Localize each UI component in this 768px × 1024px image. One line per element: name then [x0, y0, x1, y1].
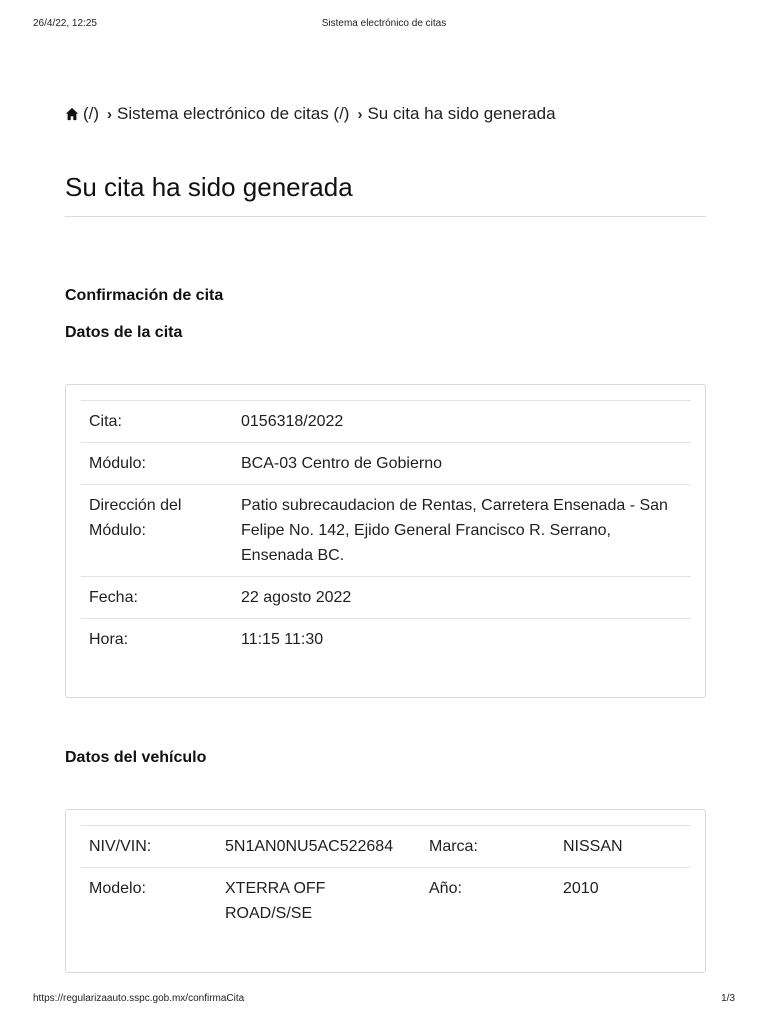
- table-row: [81, 485, 691, 577]
- appointment-label: Fecha:: [81, 577, 233, 619]
- vehicle-data-heading: Datos del vehículo: [65, 749, 207, 766]
- appointment-table: [81, 400, 691, 660]
- breadcrumb-home-link[interactable]: (/): [83, 104, 100, 123]
- table-row: [81, 401, 691, 443]
- table-row: [81, 619, 691, 661]
- vehicle-card: [65, 809, 706, 973]
- appointment-value: BCA-03 Centro de Gobierno: [233, 443, 691, 485]
- table-row: [81, 443, 691, 485]
- appointment-value: Patio subrecaudacion de Rentas, Carretera Ensenada - San Felipe No. 142, Ejido General Francisco R. Serrano, Ensenada BC.: [233, 485, 691, 577]
- breadcrumb-current: Su cita ha sido generada: [367, 104, 556, 123]
- appointment-label: Cita:: [81, 401, 233, 443]
- appointment-label: Módulo:: [81, 443, 233, 485]
- vehicle-value: XTERRA OFF ROAD/S/SE: [217, 868, 421, 935]
- vehicle-label: NIV/VIN:: [81, 826, 217, 868]
- home-icon[interactable]: [65, 107, 79, 121]
- table-row: [81, 826, 691, 868]
- vehicle-table: [81, 825, 691, 934]
- appointment-label: Dirección del Módulo:: [81, 485, 233, 577]
- breadcrumb: [65, 104, 556, 124]
- vehicle-value: 2010: [555, 868, 691, 935]
- vehicle-label: Marca:: [421, 826, 555, 868]
- vehicle-value: NISSAN: [555, 826, 691, 868]
- vehicle-value: 5N1AN0NU5AC522684: [217, 826, 421, 868]
- chevron-right-icon: ›: [107, 105, 113, 123]
- vehicle-label: Modelo:: [81, 868, 217, 935]
- table-row: [81, 577, 691, 619]
- print-page-title: Sistema electrónico de citas: [321, 18, 447, 29]
- table-row: [81, 868, 691, 935]
- page-title: Su cita ha sido generada: [65, 172, 353, 202]
- vehicle-label: Año:: [421, 868, 555, 935]
- title-divider: [65, 216, 706, 217]
- breadcrumb-citas-link[interactable]: Sistema electrónico de citas (/): [117, 104, 350, 123]
- print-datetime: 26/4/22, 12:25: [33, 18, 97, 29]
- chevron-right-icon: ›: [357, 105, 363, 123]
- confirmation-heading: Confirmación de cita: [65, 287, 224, 304]
- appointment-value: 11:15 11:30: [233, 619, 691, 661]
- print-url: https://regularizaauto.sspc.gob.mx/confirmaCita: [33, 993, 245, 1004]
- appointment-label: Hora:: [81, 619, 233, 661]
- appointment-data-heading: Datos de la cita: [65, 324, 183, 341]
- appointment-card: [65, 384, 706, 698]
- print-page-number: 1/3: [721, 993, 735, 1004]
- appointment-value: 22 agosto 2022: [233, 577, 691, 619]
- appointment-value: 0156318/2022: [233, 401, 691, 443]
